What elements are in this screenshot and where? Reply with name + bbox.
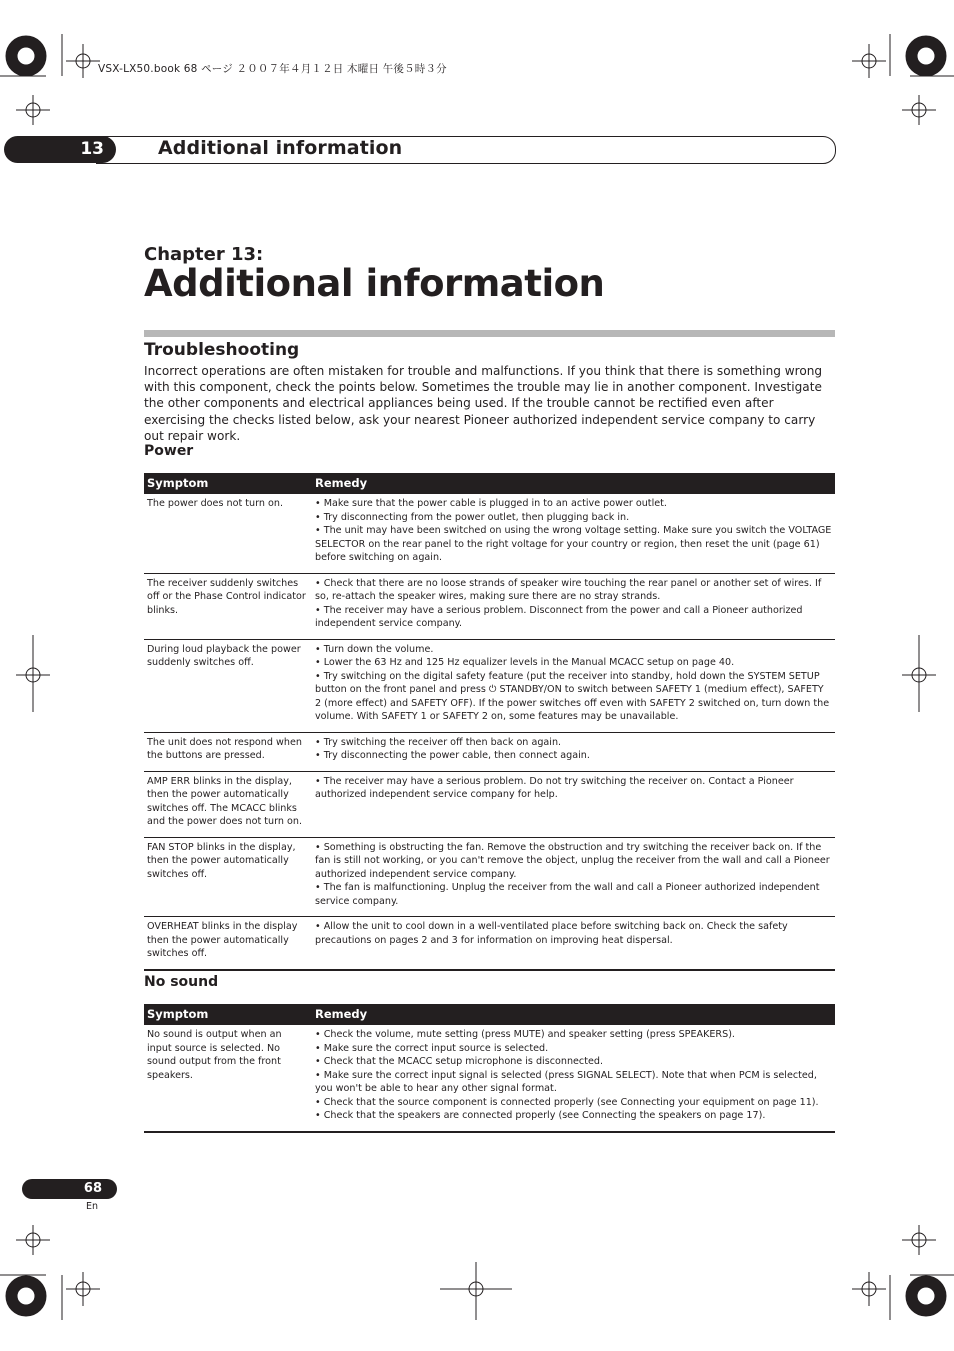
remedy-cell	[312, 639, 835, 732]
table-row	[144, 917, 835, 970]
remedy-header: Remedy	[312, 473, 835, 494]
symptom-cell: AMP ERR blinks in the display, then the power automatically switches off. The MCACC blinks and the power does not turn on.	[144, 771, 312, 837]
print-info: VSX-LX50.book 68 ページ ２００７年４月１２日 木曜日 午後５時３分	[98, 63, 447, 75]
remedy-item: • Check that the MCACC setup microphone is disconnected.	[315, 1056, 604, 1067]
table-row	[144, 837, 835, 917]
symptom-cell: The power does not turn on.	[147, 498, 284, 509]
section-divider	[144, 330, 835, 337]
remedy-cell	[312, 837, 835, 917]
table-row	[144, 732, 835, 771]
remedy-item: • The receiver may have a serious problem. Disconnect from the power and call a Pioneer authorized independent service company.	[315, 604, 803, 629]
remedy-item: • Allow the unit to cool down in a well-ventilated place before switching back on. Check the safety precautions on pages 2 and 3 for information on improving heat dispersal.	[315, 921, 788, 946]
remedy-item: • The fan is malfunctioning. Unplug the receiver from the wall and call a Pioneer authorized independent service company.	[315, 882, 820, 907]
remedy-cell	[312, 917, 835, 970]
remedy-cell	[312, 573, 835, 639]
remedy-item: • Try switching the receiver off then back on again.	[315, 736, 562, 748]
table-row	[144, 1025, 835, 1132]
symptom-cell: The receiver suddenly switches off or the Phase Control indicator blinks.	[144, 573, 312, 639]
chapter-number-badge: 13	[4, 136, 116, 163]
remedy-item: • Try disconnecting the power cable, then connect again.	[315, 750, 590, 761]
remedy-cell	[312, 771, 835, 837]
table-header-row	[144, 473, 835, 494]
remedy-header: Remedy	[312, 1004, 835, 1025]
remedy-item: • Something is obstructing the fan. Remove the obstruction and try switching the receiver back on. If the fan is still not working, or you can't remove the object, unplug the receiver from the wall and call a Pioneer authorized independent service company.	[315, 841, 830, 880]
table-row	[144, 639, 835, 732]
remedy-item: • The receiver may have a serious problem. Do not try switching the receiver on. Contact a Pioneer authorized independent service company for help.	[315, 775, 794, 800]
power-table	[144, 473, 835, 971]
page-language: En	[86, 1201, 99, 1212]
header-title: Additional information	[158, 137, 403, 159]
table-row	[144, 573, 835, 639]
chapter-label: Chapter 13:	[144, 244, 264, 265]
remedy-item: • Make sure the correct input source is selected.	[315, 1042, 549, 1054]
symptom-cell: OVERHEAT blinks in the display then the power automatically switches off.	[144, 917, 312, 970]
remedy-item: • Try disconnecting from the power outlet, then plugging back in.	[315, 511, 630, 523]
symptom-header: Symptom	[144, 1004, 312, 1025]
remedy-item: • Make sure that the power cable is plugged in to an active power outlet.	[315, 498, 667, 509]
table-row	[144, 771, 835, 837]
table-row	[144, 494, 835, 573]
remedy-item: • Check that the source component is connected properly (see Connecting your equipment on page 11).	[315, 1096, 819, 1108]
chapter-title: Additional information	[144, 262, 605, 305]
remedy-item: • Check the volume, mute setting (press MUTE) and speaker setting (press SPEAKERS).	[315, 1029, 735, 1040]
nosound-subtitle: No sound	[144, 974, 219, 990]
symptom-cell: FAN STOP blinks in the display, then the power automatically switches off.	[144, 837, 312, 917]
remedy-item: • Check that there are no loose strands of speaker wire touching the rear panel or another set of wires. If so, re-attach the speaker wires, making sure there are no stray strands.	[315, 577, 822, 602]
remedy-item: • Check that the speakers are connected properly (see Connecting the speakers on page 17).	[315, 1110, 766, 1121]
remedy-cell	[312, 1025, 835, 1132]
symptom-header: Symptom	[144, 473, 312, 494]
remedy-item: • Lower the 63 Hz and 125 Hz equalizer levels in the Manual MCACC setup on page 40.	[315, 657, 735, 668]
symptom-cell: During loud playback the power suddenly switches off.	[144, 639, 312, 732]
remedy-item: • Try switching on the digital safety feature (put the receiver into standby, hold down the SYSTEM SETUP button on the front panel and press ⏻ STANDBY/ON to switch between SAFETY 1 (medium effect), SAFETY 2 (more effect) and SAFETY OFF). If the power switches off even with SAFETY 2 switched on, turn down the volume. With SAFETY 1 or SAFETY 2 on, some features may be unavailable.	[315, 670, 830, 722]
symptom-cell: No sound is output when an input source is selected. No sound output from the front speakers.	[147, 1029, 282, 1081]
power-subtitle: Power	[144, 443, 194, 459]
intro-paragraph: Incorrect operations are often mistaken for trouble and malfunctions. If you think that there is something wrong with this component, check the points below. Sometimes the trouble may lie in another component. Investigate the other components and electrical appliances being used. If the trouble cannot be rectified even after exercising the checks listed below, ask your nearest Pioneer authorized independent service company to carry out repair work.	[144, 364, 823, 443]
table-header-row	[144, 1004, 835, 1025]
remedy-item: • The unit may have been switched on using the wrong voltage setting. Make sure you switch the VOLTAGE SELECTOR on the rear panel to the right voltage for your country or region, then reset the unit (page 61) before switching on again.	[315, 525, 832, 563]
remedy-item: • Turn down the volume.	[315, 643, 434, 655]
section-title: Troubleshooting	[144, 340, 300, 360]
remedy-item: • Make sure the correct input signal is selected (press SIGNAL SELECT). Note that when PCM is selected, you won't be able to hear any other signal format.	[315, 1069, 817, 1094]
nosound-table	[144, 1004, 835, 1133]
remedy-cell	[312, 732, 835, 771]
symptom-cell: The unit does not respond when the buttons are pressed.	[144, 732, 312, 771]
remedy-cell	[312, 494, 835, 573]
page-number-badge: 68	[22, 1179, 117, 1199]
